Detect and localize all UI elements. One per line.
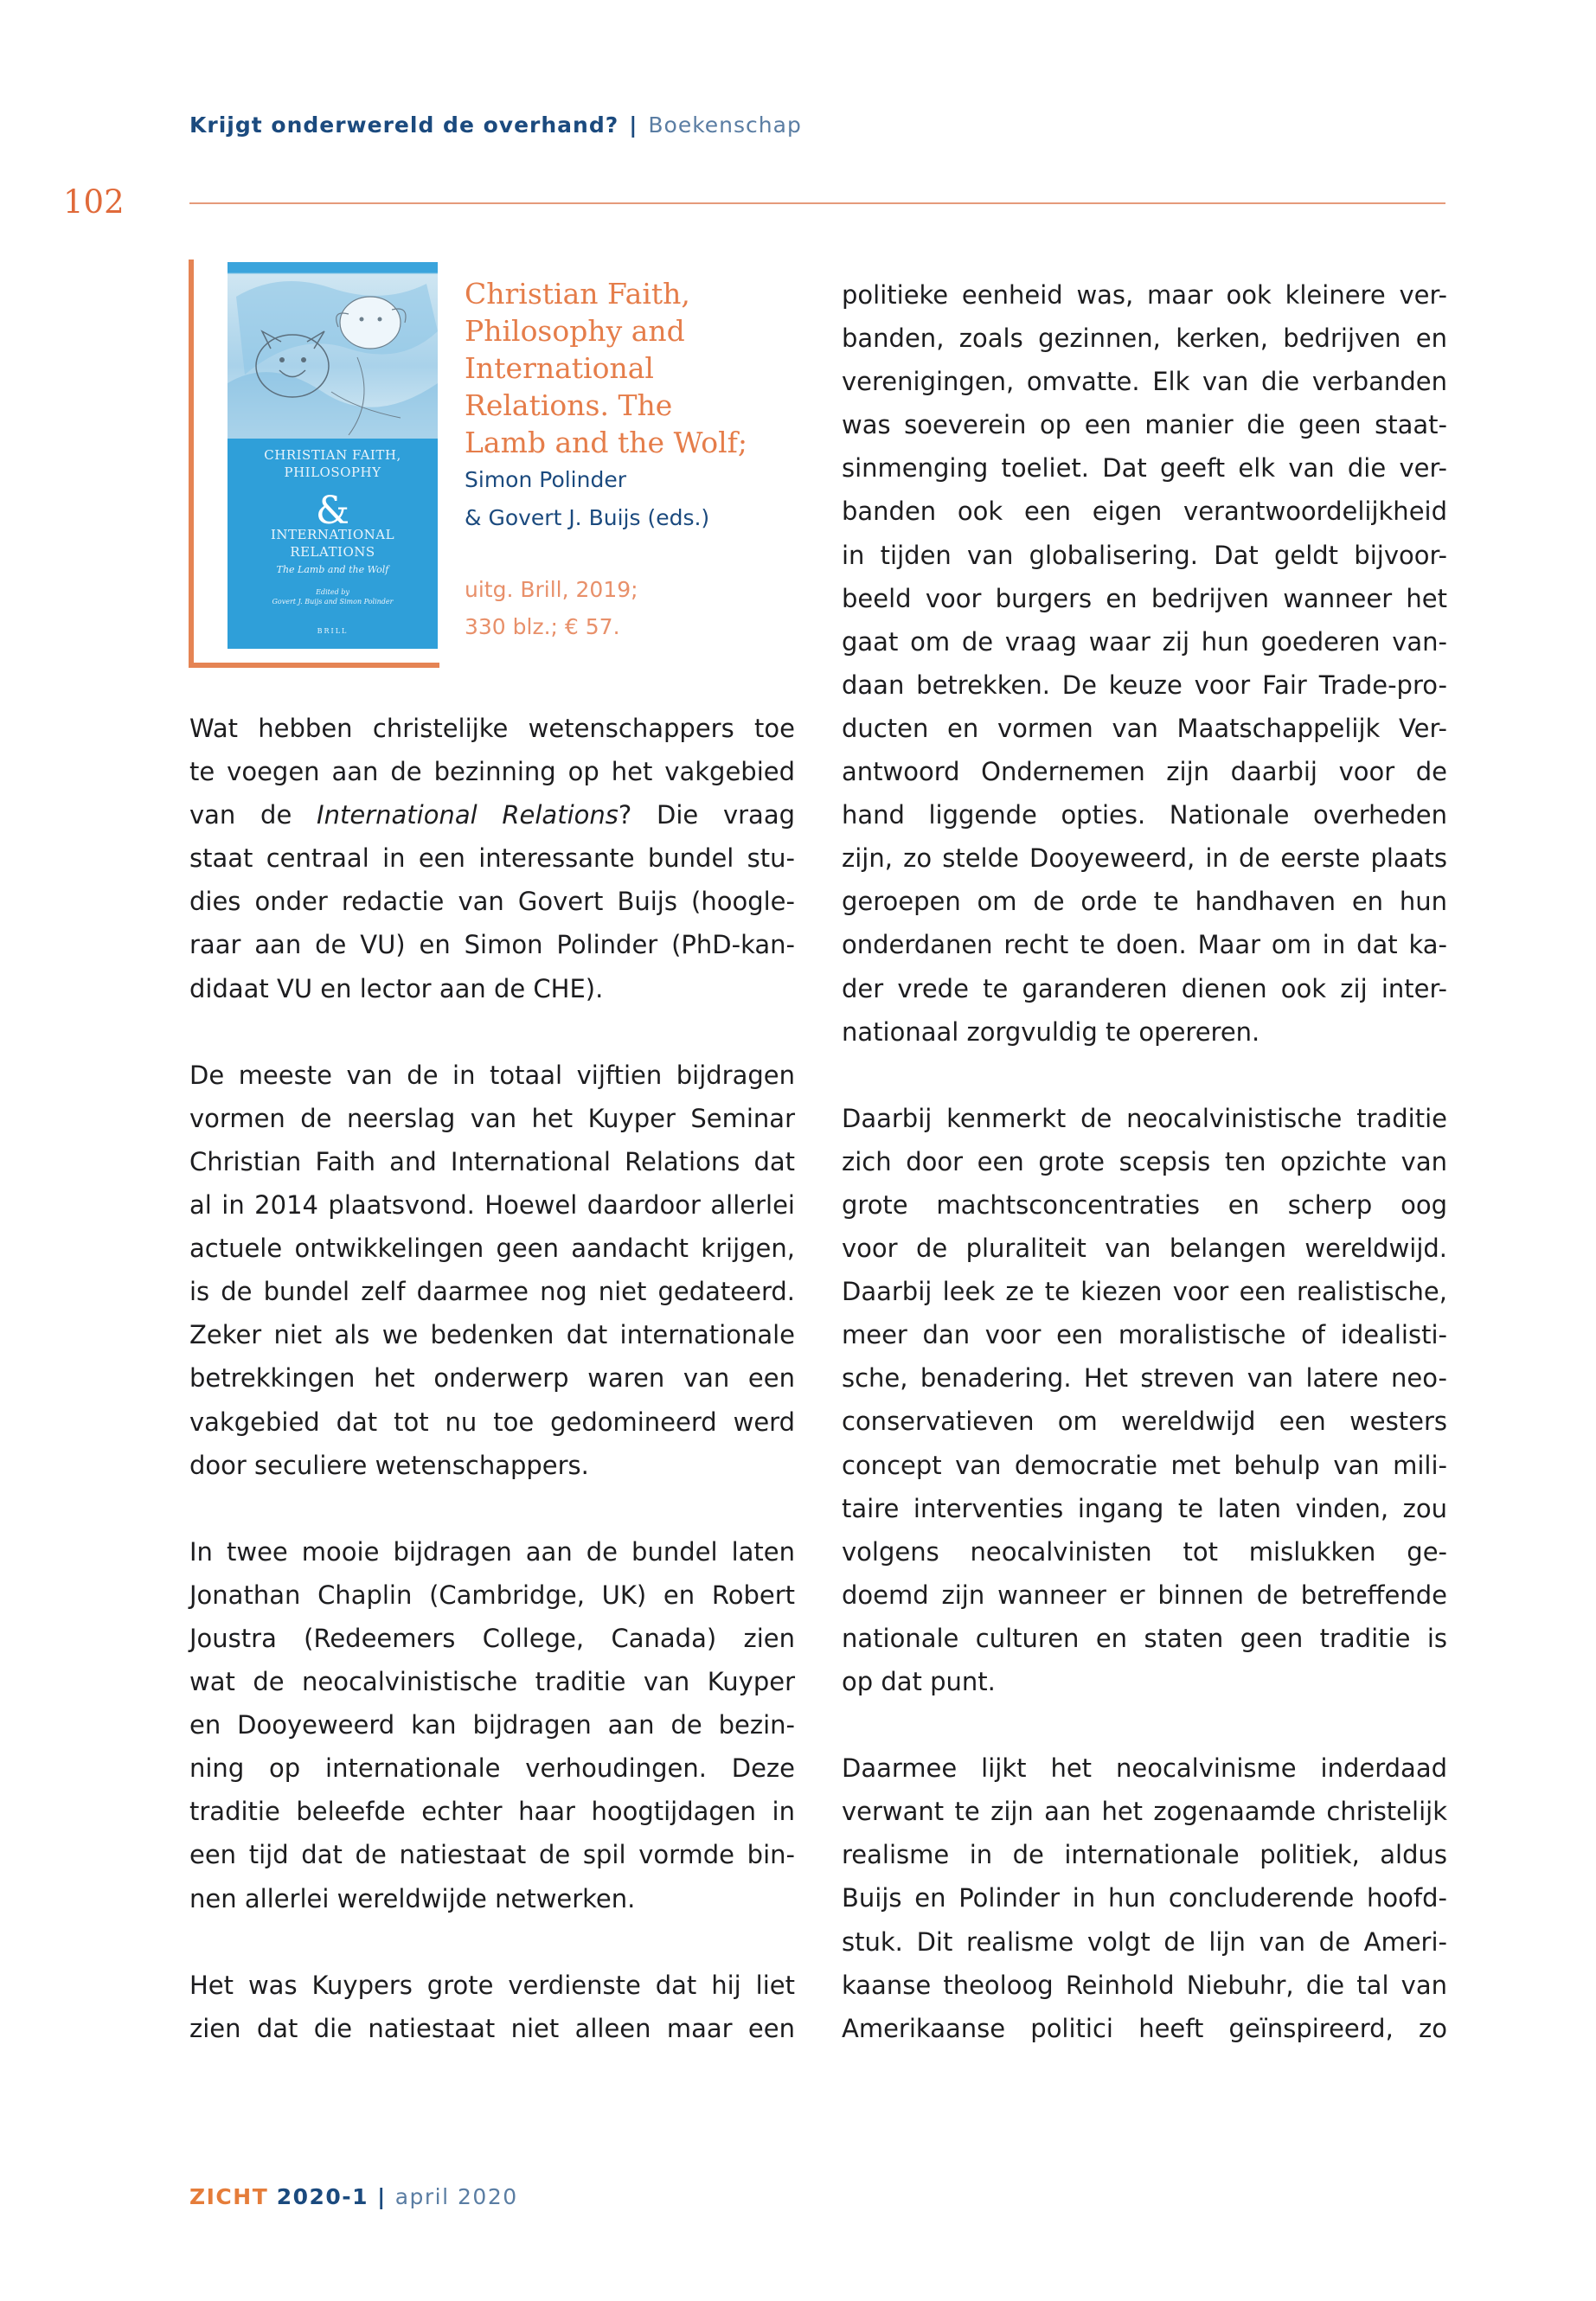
text-line: antwoord Ondernemen zijn daarbij voor de	[842, 757, 1447, 787]
text-line: vormen de neerslag van het Kuyper Seminar	[189, 1103, 795, 1133]
text-line: traditie beleefde echter haar hoogtijdagen in	[189, 1797, 795, 1827]
text-line: beeld voor burgers en bedrijven wanneer het	[842, 583, 1447, 613]
book-title-line: International	[465, 351, 654, 385]
text-line: en Dooyeweerd kan bijdragen aan de bezin-	[189, 1710, 795, 1740]
paragraph-gap	[842, 1703, 1447, 1747]
footer-magazine: ZICHT	[189, 2184, 269, 2209]
text-line: zijn, zo stelde Dooyeweerd, in de eerste plaats	[842, 843, 1447, 874]
book-publication-info	[465, 571, 750, 645]
cover-title-panel	[228, 439, 438, 649]
cover-title-line: INTERNATIONAL	[270, 527, 395, 542]
text-line: hand liggende opties. Nationale overheden	[842, 800, 1447, 830]
text-line: banden, zoals gezinnen, kerken, bedrijven en	[842, 324, 1447, 354]
text-line: actuele ontwikkelingen geen aandacht krijgen,	[189, 1234, 795, 1264]
paragraph-gap	[189, 1010, 795, 1054]
text-line: taire interventies ingang te laten vinden, zou	[842, 1493, 1447, 1523]
text-line: op dat punt.	[842, 1667, 996, 1696]
text-line: ning op internationale verhoudingen. Deze	[189, 1753, 795, 1784]
text-line: Jonathan Chaplin (Cambridge, UK) en Robert	[189, 1580, 795, 1610]
book-title-line: Lamb and the Wolf;	[465, 426, 748, 459]
cover-publisher: BRILL	[317, 627, 349, 635]
text-line: Het was Kuypers grote verdienste dat hij liet	[189, 1970, 795, 2000]
book-authors	[465, 461, 750, 537]
text-line: Amerikaanse politici heeft geïnspireerd, zo	[842, 2013, 1447, 2043]
text-line: grote machtsconcentraties en scherp oog	[842, 1189, 1447, 1220]
footer-separator: |	[377, 2184, 387, 2209]
book-pub-line: uitg. Brill, 2019;	[465, 577, 638, 602]
text-line: te voegen aan de bezinning op het vakgebied	[189, 757, 795, 787]
text-line: vakgebied dat tot nu toe gedomineerd werd	[189, 1407, 795, 1437]
text-line: De meeste van de in totaal vijftien bijdragen	[189, 1060, 795, 1090]
text-line: zien dat die natiestaat niet alleen maar een	[189, 2013, 795, 2043]
text-line: verwant te zijn aan het zogenaamde christelijk	[842, 1797, 1447, 1827]
paragraph-gap	[189, 1920, 795, 1964]
text-line: staat centraal in een interessante bundel stu-	[189, 843, 795, 874]
text-line: een tijd dat de natiestaat de spil vormde bin-	[189, 1840, 795, 1870]
article-column-right	[842, 273, 1447, 2050]
header-article-title: Krijgt onderwereld de overhand?	[189, 112, 619, 138]
text-line: in tijden van globalisering. Dat geldt bijvoor-	[842, 540, 1447, 570]
text-line: daan betrekken. De keuze voor Fair Trade-pro-	[842, 670, 1447, 700]
text-line: der vrede te garanderen dienen ook zij inter-	[842, 973, 1447, 1003]
cover-ampersand: &	[315, 489, 350, 533]
text-line: concept van democratie met behulp van mili-	[842, 1450, 1447, 1480]
text-line: nationale culturen en staten geen traditie is	[842, 1623, 1447, 1653]
text-line: Wat hebben christelijke wetenschappers toe	[189, 714, 795, 743]
cover-title-line: RELATIONS	[290, 544, 375, 560]
text-line: door seculiere wetenschappers.	[189, 1450, 589, 1480]
text-line: geroepen om de orde te handhaven en hun	[842, 887, 1447, 917]
text-line: In twee mooie bijdragen aan de bundel laten	[189, 1536, 795, 1567]
cover-title-line: PHILOSOPHY	[284, 465, 381, 480]
page-number: 102	[63, 183, 125, 221]
footer-issue: 2020-1	[276, 2184, 369, 2209]
text-line: banden ook een eigen verantwoordelijkheid	[842, 497, 1447, 527]
book-title-line: Christian Faith,	[465, 277, 690, 311]
text-line: Buijs en Polinder in hun concluderende hoofd-	[842, 1883, 1447, 1913]
book-author-line: Simon Polinder	[465, 467, 626, 492]
text-line: wat de neocalvinistische traditie van Kuyper	[189, 1667, 795, 1697]
text-line: kaanse theoloog Reinhold Niebuhr, die tal van	[842, 1970, 1447, 2000]
text-line: raar aan de VU) en Simon Polinder (PhD-kan-	[189, 930, 795, 960]
book-author-line: & Govert J. Buijs (eds.)	[465, 505, 710, 530]
text-line: voor de pluraliteit van belangen wereldwijd.	[842, 1234, 1447, 1264]
paragraph-gap	[842, 1054, 1447, 1097]
cover-editors	[228, 587, 438, 606]
text-line: verenigingen, omvatte. Elk van die verbanden	[842, 367, 1447, 397]
header-separator: |	[629, 112, 638, 138]
text-line: gaat om de vraag waar zij hun goederen van-	[842, 626, 1447, 657]
text-line: al in 2014 plaatsvond. Hoewel daardoor allerlei	[189, 1190, 795, 1221]
text-line: volgens neocalvinisten tot mislukken ge-	[842, 1536, 1447, 1567]
text-line: meer dan voor een moralistische of idealisti-	[842, 1320, 1447, 1350]
text-line: Christian Faith and International Relations dat	[189, 1146, 795, 1176]
text-line: politieke eenheid was, maar ook kleinere ver-	[842, 280, 1447, 310]
text-line: onderdanen recht te doen. Maar om in dat ka-	[842, 930, 1447, 960]
text-line: dies onder redactie van Govert Buijs (hoogle-	[189, 887, 795, 917]
book-title-line: Relations. The	[465, 388, 673, 422]
text-line: Daarmee lijkt het neocalvinisme inderdaad	[842, 1753, 1447, 1784]
text-line: sinmenging toeliet. Dat geeft elk van die ver-	[842, 453, 1447, 484]
text-line: was soeverein op een manier die geen staat-	[842, 410, 1447, 440]
cover-subtitle: The Lamb and the Wolf	[276, 564, 389, 575]
text-line: didaat VU en lector aan de CHE).	[189, 973, 604, 1003]
book-title-line: Philosophy and	[465, 314, 685, 348]
paragraph-gap	[189, 1487, 795, 1530]
header-rule	[189, 202, 1445, 204]
header-section: Boekenschap	[648, 112, 802, 138]
book-title	[465, 275, 748, 461]
text-line: conservatieven om wereldwijd een westers	[842, 1407, 1447, 1437]
article-column-left	[189, 707, 795, 2050]
lamb-and-wolf-illustration	[228, 262, 438, 444]
text-line: Daarbij leek ze te kiezen voor een realistische,	[842, 1277, 1447, 1307]
text-line: is de bundel zelf daarmee nog niet gedateerd.	[189, 1277, 795, 1307]
running-header	[189, 112, 802, 138]
text-line: Joustra (Redeemers College, Canada) zien	[189, 1623, 795, 1653]
text-line: nen allerlei wereldwijde netwerken.	[189, 1883, 636, 1913]
text-line: Zeker niet als we bedenken dat internationale	[189, 1320, 795, 1350]
footer-date: april 2020	[394, 2184, 518, 2209]
text-line: betrekkingen het onderwerp waren van een	[189, 1363, 795, 1394]
page-footer	[189, 2184, 518, 2209]
text-line: Daarbij kenmerkt de neocalvinistische traditie	[842, 1103, 1447, 1133]
cover-title-line: CHRISTIAN FAITH,	[264, 447, 401, 463]
text-line: sche, benadering. Het streven van latere neo-	[842, 1363, 1447, 1394]
text-line: doemd zijn wanneer er binnen de betreffende	[842, 1580, 1447, 1610]
book-pub-line: 330 blz.; € 57.	[465, 614, 620, 639]
text-line: ducten en vormen van Maatschappelijk Ver-	[842, 713, 1447, 743]
text-line: nationaal zorgvuldig te opereren.	[842, 1016, 1260, 1047]
text-line: stuk. Dit realisme volgt de lijn van de Ameri-	[842, 1926, 1447, 1957]
text-line: van de International Relations? Die vraag	[189, 800, 796, 830]
book-cover-image	[228, 262, 438, 649]
cover-editors-label: Edited by	[316, 588, 349, 596]
cover-editors-names: Govert J. Buijs and Simon Polinder	[272, 598, 394, 606]
text-line: realisme in de internationale politiek, aldus	[842, 1840, 1447, 1870]
text-line: zich door een grote scepsis ten opzichte van	[842, 1146, 1447, 1176]
